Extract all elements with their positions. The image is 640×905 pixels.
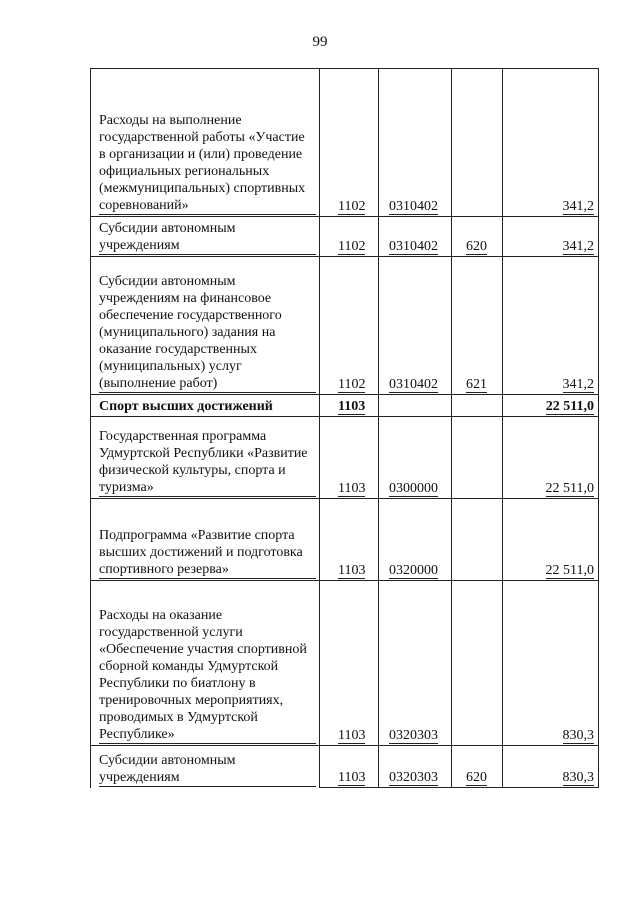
expense-type: 620 — [466, 770, 487, 785]
target-code: 0320303 — [389, 728, 438, 743]
amount-cell — [503, 395, 599, 417]
section-code-cell — [320, 257, 379, 395]
expense-type-cell — [452, 581, 503, 746]
row-name: Спорт высших достижений — [99, 399, 273, 414]
section-code-cell — [320, 746, 379, 788]
amount: 22 511,0 — [545, 481, 594, 496]
amount: 830,3 — [562, 770, 594, 785]
section-code: 1102 — [338, 239, 366, 254]
row-name: Субсидии автономным учреждениям — [99, 220, 316, 255]
amount-cell — [503, 69, 599, 217]
expense-type-cell — [452, 417, 503, 499]
amount: 22 511,0 — [545, 563, 594, 578]
expense-type: 621 — [466, 377, 487, 392]
section-code-cell — [320, 581, 379, 746]
amount-cell — [503, 499, 599, 581]
table-row — [91, 417, 599, 499]
section-code-cell — [320, 217, 379, 257]
section-code-cell — [320, 499, 379, 581]
row-name-cell — [91, 217, 320, 257]
table-row — [91, 746, 599, 788]
table-row — [91, 69, 599, 217]
target-code: 0320000 — [389, 563, 438, 578]
expense-type-cell — [452, 395, 503, 417]
section-code: 1102 — [338, 377, 366, 392]
expense-type-cell — [452, 499, 503, 581]
target-code-cell — [379, 746, 452, 788]
expense-type-cell — [452, 746, 503, 788]
target-code-cell — [379, 417, 452, 499]
expense-type-cell — [452, 217, 503, 257]
section-code: 1103 — [338, 481, 366, 496]
row-name-cell — [91, 257, 320, 395]
row-name-cell — [91, 746, 320, 788]
amount: 341,2 — [562, 239, 594, 254]
row-name-cell — [91, 69, 320, 217]
table-row — [91, 217, 599, 257]
table-row — [91, 581, 599, 746]
target-code: 0310402 — [389, 199, 438, 214]
section-code: 1102 — [338, 199, 366, 214]
expense-type: 620 — [466, 239, 487, 254]
target-code-cell — [379, 69, 452, 217]
row-name: Субсидии автономным учреждениям на финансовое обеспечение государственного (муниципального) задания на оказание государственных (муниципальных) услуг (выполнение работ) — [99, 273, 316, 393]
row-name-cell — [91, 581, 320, 746]
amount-cell — [503, 417, 599, 499]
row-name-cell — [91, 417, 320, 499]
target-code: 0310402 — [389, 377, 438, 392]
row-name: Государственная программа Удмуртской Республики «Развитие физической культуры, спорта и туризма» — [99, 428, 316, 497]
target-code: 0300000 — [389, 481, 438, 496]
amount: 22 511,0 — [545, 399, 594, 414]
target-code: 0320303 — [389, 770, 438, 785]
table-row — [91, 257, 599, 395]
amount: 830,3 — [562, 728, 594, 743]
row-name-cell — [91, 395, 320, 417]
target-code-cell — [379, 257, 452, 395]
amount-cell — [503, 746, 599, 788]
page-number: 99 — [312, 34, 328, 50]
amount-cell — [503, 217, 599, 257]
expense-type-cell — [452, 257, 503, 395]
section-code-cell — [320, 395, 379, 417]
amount: 341,2 — [562, 199, 594, 214]
amount-cell — [503, 581, 599, 746]
budget-table — [90, 68, 599, 788]
section-code-cell — [320, 417, 379, 499]
section-code: 1103 — [338, 728, 366, 743]
target-code-cell — [379, 217, 452, 257]
section-code: 1103 — [338, 399, 366, 414]
row-name: Подпрограмма «Развитие спорта высших достижений и подготовка спортивного резерва» — [99, 527, 316, 579]
row-name: Расходы на оказание государственной услуги «Обеспечение участия спортивной сборной команды Удмуртской Республики по биатлону в тренировочных мероприятиях, проводимых в Удмуртской Республике» — [99, 607, 316, 744]
row-name: Субсидии автономным учреждениям — [99, 752, 316, 787]
row-name: Расходы на выполнение государственной работы «Участие в организации и (или) проведение официальных региональных (межмуниципальных) спортивных соревнований» — [99, 112, 316, 215]
section-code: 1103 — [338, 563, 366, 578]
target-code-cell — [379, 499, 452, 581]
expense-type-cell — [452, 69, 503, 217]
target-code-cell — [379, 581, 452, 746]
target-code: 0310402 — [389, 239, 438, 254]
table-row — [91, 499, 599, 581]
amount: 341,2 — [562, 377, 594, 392]
row-name-cell — [91, 499, 320, 581]
amount-cell — [503, 257, 599, 395]
section-code: 1103 — [338, 770, 366, 785]
section-code-cell — [320, 69, 379, 217]
target-code-cell — [379, 395, 452, 417]
table-row — [91, 395, 599, 417]
